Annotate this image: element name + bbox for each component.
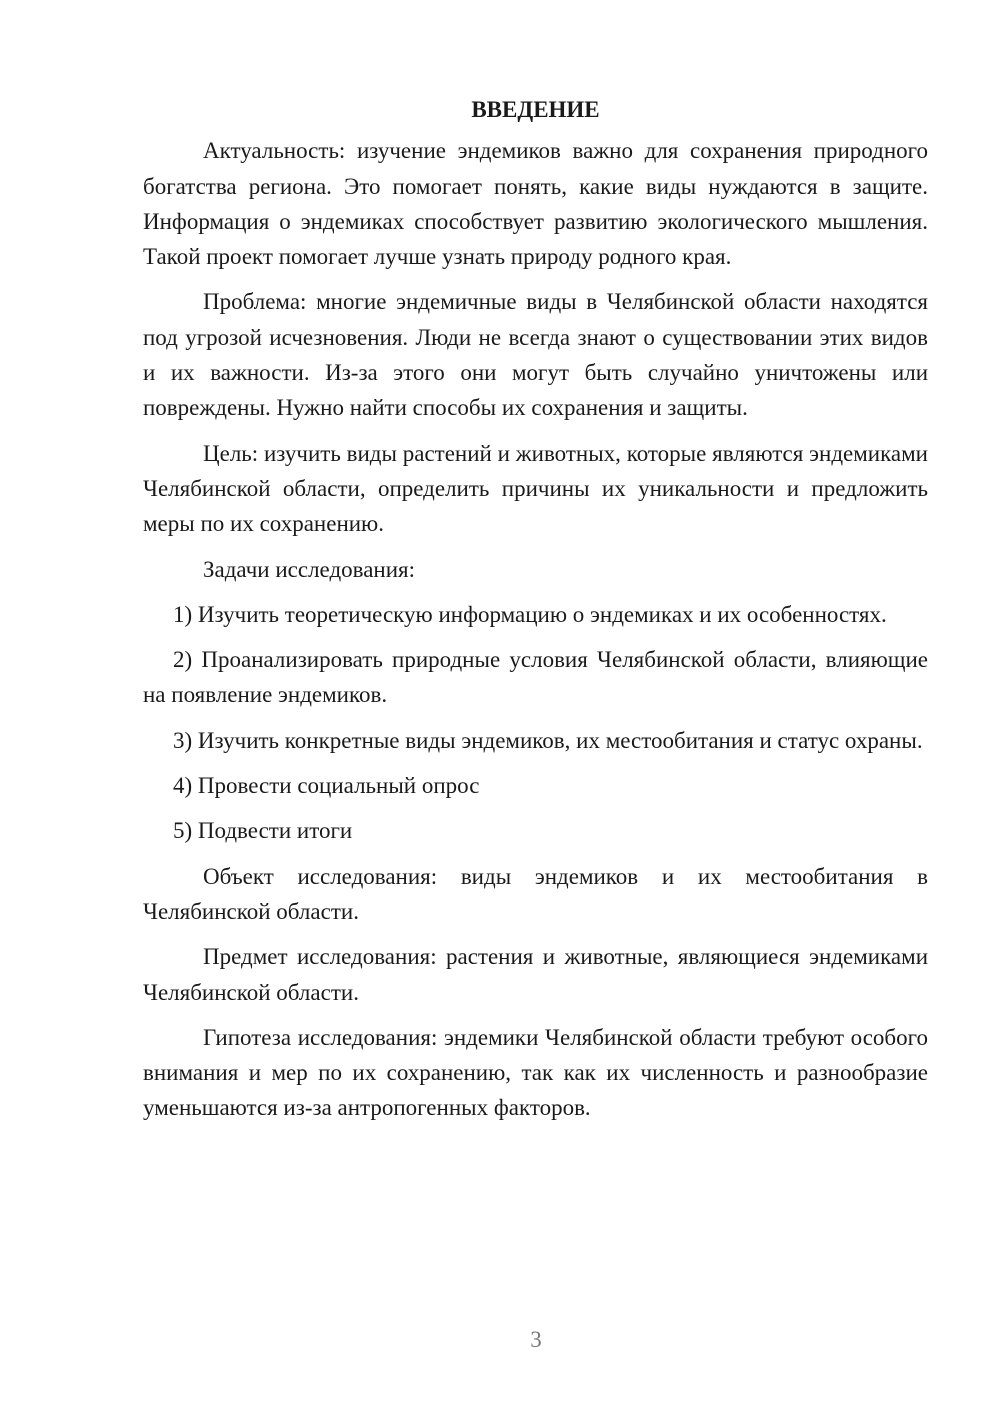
- document-page: [143, 92, 928, 1136]
- paragraph-subject: Предмет исследования: растения и животные, являющиеся эндемиками Челябинской области.: [143, 944, 928, 1005]
- paragraph-relevance: Актуальность: изучение эндемиков важно для сохранения природного богатства региона. Это помогает понять, какие виды нуждаются в защите. Информация о эндемиках способствует развитию экологического мышления. Такой проект помогает лучше узнать природу родного края.: [143, 138, 928, 270]
- task-item: 5) Подвести итоги: [173, 818, 353, 844]
- paragraph-object: Объект исследования: виды эндемиков и их местообитания в Челябинской области.: [143, 863, 928, 924]
- page-number: 3: [530, 1327, 542, 1352]
- tasks-heading: Задачи исследования:: [203, 556, 416, 582]
- task-item: 4) Провести социальный опрос: [173, 773, 480, 799]
- page-title: ВВЕДЕНИЕ: [471, 97, 600, 122]
- paragraph-problem: Проблема: многие эндемичные виды в Челябинской области находятся под угрозой исчезновения. Люди не всегда знают о существовании этих видов и их важности. Из-за этого они могут быть случайно уничтожены или повреждены. Нужно найти способы их сохранения и защиты.: [143, 289, 928, 421]
- paragraph-goal: Цель: изучить виды растений и животных, которые являются эндемиками Челябинской области, определить причины их уникальности и предложить меры по их сохранению.: [143, 440, 928, 537]
- task-item: 1) Изучить теоретическую информацию о эндемиках и их особенностях.: [173, 601, 887, 627]
- paragraph-hypothesis: Гипотеза исследования: эндемики Челябинской области требуют особого внимания и мер по их сохранению, так как их численность и разнообразие уменьшаются из-за антропогенных факторов.: [143, 1024, 928, 1121]
- task-item: 3) Изучить конкретные виды эндемиков, их местообитания и статус охраны.: [173, 727, 923, 753]
- task-item: 2) Проанализировать природные условия Челябинской области, влияющие на появление эндемиков.: [143, 647, 928, 708]
